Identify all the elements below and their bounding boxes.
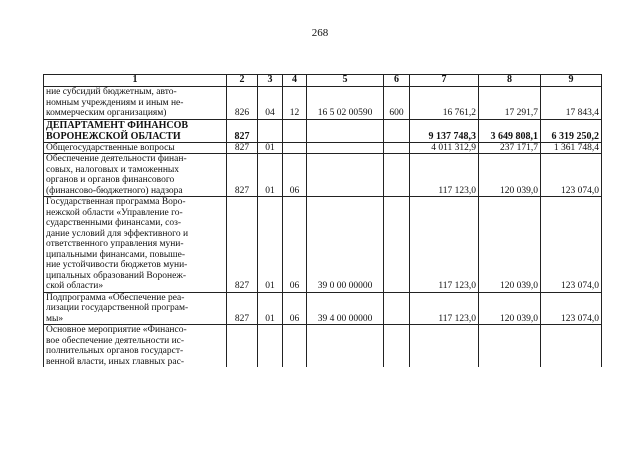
cell-expense-type: 600 <box>384 87 410 120</box>
header-col-8: 8 <box>479 75 541 87</box>
cell-expense-type <box>384 292 410 325</box>
cell-ministry: 827 <box>227 197 258 293</box>
cell-ministry <box>227 325 258 368</box>
cell-amount-2: 120 039,0 <box>479 154 541 197</box>
cell-amount-1: 4 011 312,9 <box>410 142 479 154</box>
cell-subsection <box>283 142 307 154</box>
cell-subsection <box>283 325 307 368</box>
cell-subsection: 12 <box>283 87 307 120</box>
cell-amount-3: 1 361 748,4 <box>541 142 602 154</box>
page-number: 268 <box>311 27 329 39</box>
cell-amount-1: 117 123,0 <box>410 154 479 197</box>
row-name: Обеспечение деятельности финан- совых, налоговых и таможенных органов и органов финансового (финансово-бюджетного) надзора <box>44 154 227 197</box>
cell-expense-type <box>384 325 410 368</box>
cell-section: 01 <box>258 142 283 154</box>
cell-amount-2: 237 171,7 <box>479 142 541 154</box>
table-row <box>44 292 602 325</box>
header-col-9: 9 <box>541 75 602 87</box>
cell-subsection: 06 <box>283 197 307 293</box>
cell-amount-3: 123 074,0 <box>541 292 602 325</box>
header-col-3: 3 <box>258 75 283 87</box>
cell-amount-1: 9 137 748,3 <box>410 119 479 142</box>
cell-amount-3: 123 074,0 <box>541 197 602 293</box>
cell-amount-1: 16 761,2 <box>410 87 479 120</box>
cell-section: 01 <box>258 154 283 197</box>
row-name: Общегосударственные вопросы <box>44 142 227 154</box>
cell-amount-3: 17 843,4 <box>541 87 602 120</box>
row-name: ние субсидий бюджетным, авто- номным учреждениям и иным не- коммерческим организациям) <box>44 87 227 120</box>
table-row <box>44 154 602 197</box>
header-row <box>44 75 602 87</box>
cell-target <box>307 142 384 154</box>
cell-amount-1 <box>410 325 479 368</box>
cell-amount-1: 117 123,0 <box>410 292 479 325</box>
cell-section: 04 <box>258 87 283 120</box>
cell-target <box>307 119 384 142</box>
row-name: Основное мероприятие «Финансо- вое обеспечение деятельности ис- полнительных органов государст- венной власти, иных главных рас- <box>44 325 227 368</box>
cell-amount-2: 120 039,0 <box>479 292 541 325</box>
cell-amount-2 <box>479 325 541 368</box>
cell-subsection <box>283 119 307 142</box>
header-col-5: 5 <box>307 75 384 87</box>
table-row <box>44 87 602 120</box>
table-row <box>44 197 602 293</box>
cell-section: 01 <box>258 197 283 293</box>
cell-amount-3 <box>541 325 602 368</box>
row-name: ДЕПАРТАМЕНТ ФИНАНСОВ ВОРОНЕЖСКОЙ ОБЛАСТИ <box>44 119 227 142</box>
header-col-6: 6 <box>384 75 410 87</box>
cell-amount-3: 6 319 250,2 <box>541 119 602 142</box>
cell-expense-type <box>384 154 410 197</box>
cell-expense-type <box>384 197 410 293</box>
cell-ministry: 826 <box>227 87 258 120</box>
cell-target <box>307 325 384 368</box>
table-row <box>44 325 602 368</box>
cell-section <box>258 325 283 368</box>
cell-amount-2: 17 291,7 <box>479 87 541 120</box>
cell-ministry: 827 <box>227 119 258 142</box>
cell-expense-type <box>384 119 410 142</box>
cell-target <box>307 154 384 197</box>
cell-ministry: 827 <box>227 154 258 197</box>
cell-target: 39 4 00 00000 <box>307 292 384 325</box>
table-row <box>44 142 602 154</box>
cell-section: 01 <box>258 292 283 325</box>
cell-ministry: 827 <box>227 142 258 154</box>
header-col-4: 4 <box>283 75 307 87</box>
header-col-1: 1 <box>44 75 227 87</box>
cell-target: 16 5 02 00590 <box>307 87 384 120</box>
cell-amount-2: 3 649 808,1 <box>479 119 541 142</box>
table-row <box>44 119 602 142</box>
cell-amount-1: 117 123,0 <box>410 197 479 293</box>
budget-table <box>43 74 602 367</box>
row-name: Подпрограмма «Обеспечение реа- лизации государственной програм- мы» <box>44 292 227 325</box>
cell-amount-2: 120 039,0 <box>479 197 541 293</box>
cell-target: 39 0 00 00000 <box>307 197 384 293</box>
cell-amount-3: 123 074,0 <box>541 154 602 197</box>
cell-ministry: 827 <box>227 292 258 325</box>
header-col-2: 2 <box>227 75 258 87</box>
cell-subsection: 06 <box>283 292 307 325</box>
row-name: Государственная программа Воро- нежской области «Управление го- сударственными финансами, соз- дание условий для эффективного и ответственного управления муни- ципальными финансами, повыше- ние устойчивости бюджетов муни- ципальных образований Воронеж- ской области» <box>44 197 227 293</box>
cell-subsection: 06 <box>283 154 307 197</box>
cell-expense-type <box>384 142 410 154</box>
header-col-7: 7 <box>410 75 479 87</box>
cell-section <box>258 119 283 142</box>
